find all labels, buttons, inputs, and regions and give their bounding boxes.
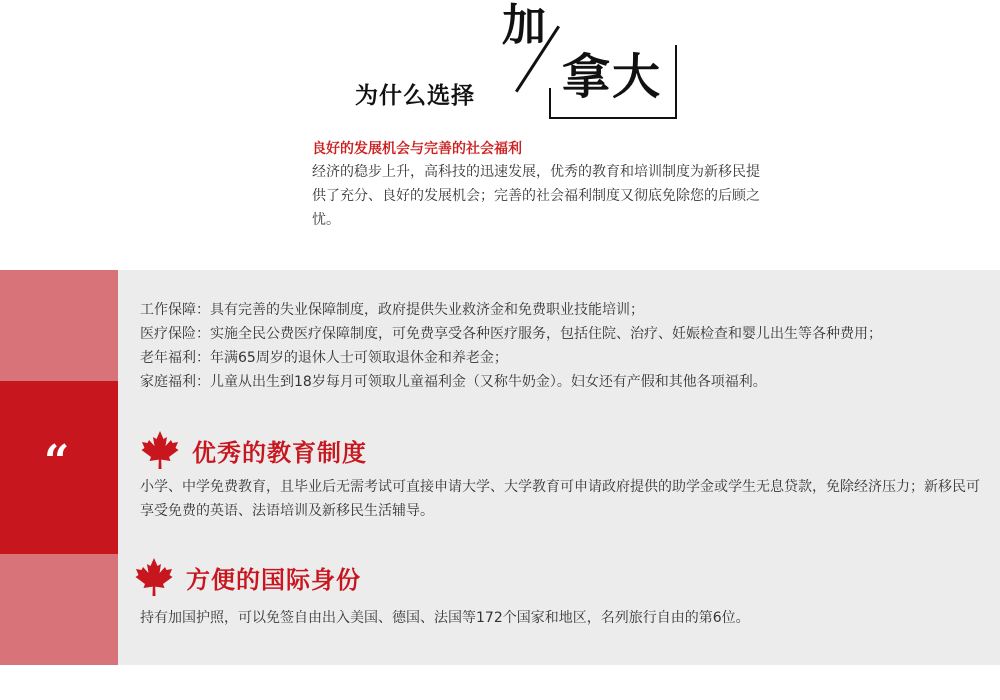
quote-icon: “ bbox=[44, 436, 70, 487]
header-country-part1: 加 bbox=[502, 0, 546, 51]
education-title: 优秀的教育制度 bbox=[192, 438, 367, 467]
welfare-item-family: 家庭福利：儿童从出生到18岁每月可领取儿童福利金（又称牛奶金）。妇女还有产假和其他各项福利。 bbox=[140, 374, 767, 390]
welfare-item-work: 工作保障：具有完善的失业保障制度，政府提供失业救济金和免费职业技能培训； bbox=[140, 302, 644, 318]
welfare-list bbox=[140, 298, 990, 394]
intro-body: 经济的稳步上升，高科技的迅速发展，优秀的教育和培训制度为新移民提供了充分、良好的发展机会；完善的社会福利制度又彻底免除您的后顾之忧。 bbox=[312, 164, 760, 228]
intro-title: 良好的发展机会与完善的社会福利 bbox=[312, 141, 522, 157]
education-body: 小学、中学免费教育，且毕业后无需考试可直接申请大学、大学教育可申请政府提供的助学金或学生无息贷款，免除经济压力；新移民可享受免费的英语、法语培训及新移民生活辅导。 bbox=[140, 479, 980, 519]
education-heading bbox=[140, 430, 367, 470]
identity-heading bbox=[134, 557, 361, 597]
welfare-item-medical: 医疗保险：实施全民公费医疗保障制度，可免费享受各种医疗服务，包括住院、治疗、妊娠检查和婴儿出生等各种费用； bbox=[140, 326, 882, 342]
header-frame-left-edge bbox=[549, 88, 551, 119]
header-why-text: 为什么选择 bbox=[355, 82, 475, 109]
identity-body: 持有加国护照，可以免签自由出入美国、德国、法国等172个国家和地区，名列旅行自由的第6位。 bbox=[140, 610, 750, 626]
header-country-part2: 拿大 bbox=[562, 49, 663, 105]
identity-title: 方便的国际身份 bbox=[186, 565, 361, 594]
maple-leaf-icon bbox=[134, 557, 174, 597]
maple-leaf-icon bbox=[140, 430, 180, 470]
welfare-item-elderly: 老年福利：年满65周岁的退休人士可领取退休金和养老金； bbox=[140, 350, 508, 366]
